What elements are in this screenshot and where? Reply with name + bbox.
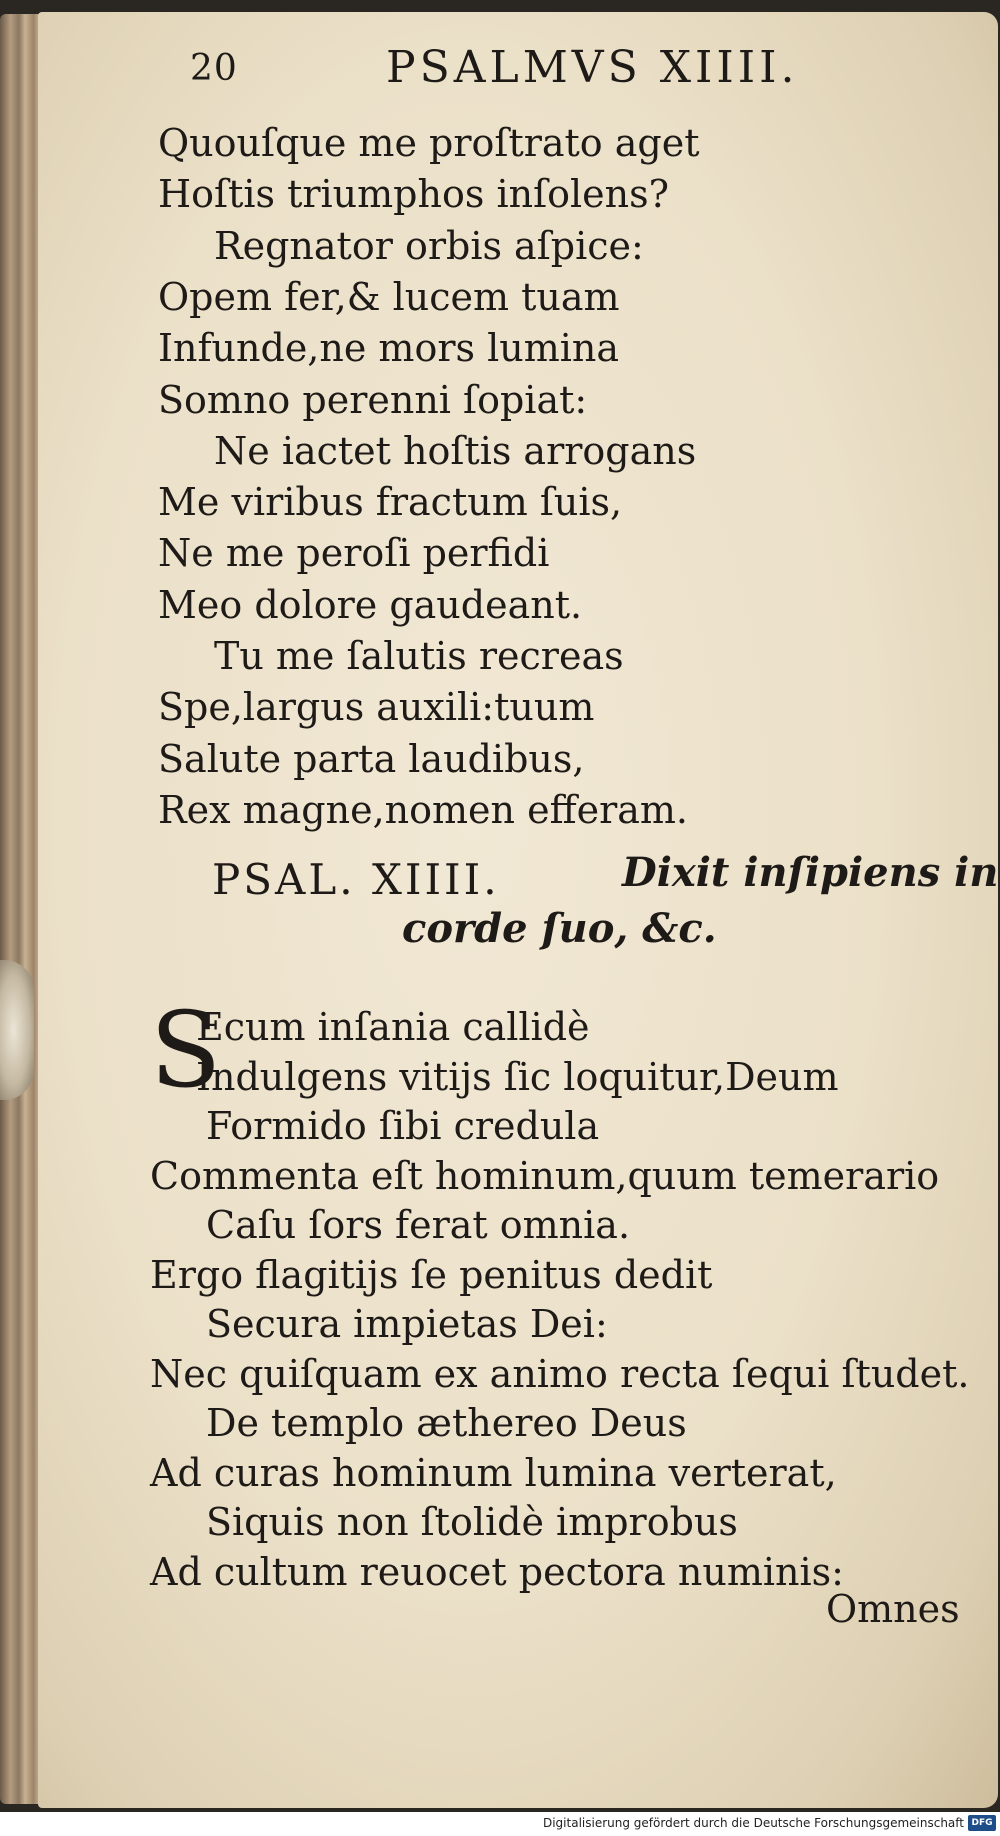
verse-line: De templo æthereo Deus xyxy=(206,1401,687,1445)
psalm-14-label: PSAL. XIIII. xyxy=(212,855,500,904)
verse-line: Ad curas hominum lumina verterat, xyxy=(150,1450,837,1495)
dfg-logo: DFG xyxy=(968,1815,996,1831)
footer-credit: Digitalisierung gefördert durch die Deutsche Forschungsgemeinschaft xyxy=(542,1816,964,1830)
verse-line: Me viribus fractum ſuis, xyxy=(158,480,623,525)
verse-line: Nec quiſquam ex animo recta ſequi ſtudet. xyxy=(150,1351,970,1396)
verse-line: Rex magne,nomen efferam. xyxy=(158,787,688,832)
verse-line: Hoſtis triumphos inſolens? xyxy=(158,172,669,217)
verse-line: Somno perenni ſopiat: xyxy=(158,377,588,422)
verse-line: Ecum inſania callidè xyxy=(196,1005,590,1049)
verse-line: Quouſque me proſtrato aget xyxy=(158,121,700,165)
verse-line: Ne iactet hoſtis arrogans xyxy=(214,428,697,473)
verse-line: Meo dolore gaudeant. xyxy=(158,582,583,627)
verse-line: Regnator orbis aſpice: xyxy=(214,223,644,268)
psalm-14-incipit-continuation: corde ſuo, &c. xyxy=(402,905,717,952)
psalm-14-heading xyxy=(212,849,999,975)
verse-line: Ergo flagitijs ſe penitus dedit xyxy=(150,1252,713,1297)
verse-line: Siquis non ſtolidè improbus xyxy=(206,1500,738,1544)
verse-line: Tu me ſalutis recreas xyxy=(214,634,624,678)
book-page-edges xyxy=(0,14,42,1804)
verse-line: Caſu ſors ferat omnia. xyxy=(206,1203,631,1247)
verse-line: Formido ſibi credula xyxy=(206,1104,600,1148)
verse-line: Opem fer,& lucem tuam xyxy=(158,274,620,319)
verse-line: Salute parta laudibus, xyxy=(158,736,585,781)
verse-line: Secura impietas Dei: xyxy=(206,1302,608,1346)
verse-line: Infunde,ne mors lumina xyxy=(158,326,620,371)
digitization-footer xyxy=(0,1812,1000,1836)
verse-line: Commenta eſt hominum,quum temerario xyxy=(150,1153,940,1198)
running-head xyxy=(148,42,928,102)
book-clasp xyxy=(0,960,34,1100)
verse-line: Ne me peroſi perfidi xyxy=(158,531,550,576)
psalm-14-incipit: Dixit inſipiens in xyxy=(622,849,999,896)
verse-line: Spe,largus auxili:tuum xyxy=(158,685,595,730)
verse-line: Ad cultum reuocet pectora numinis: xyxy=(150,1549,844,1594)
drop-cap: S xyxy=(150,989,222,1111)
verse-line: Indulgens vitijs ſic loquitur,Deum xyxy=(196,1054,839,1099)
page-number: 20 xyxy=(190,48,238,89)
running-title: PSALMVS XIIII. xyxy=(386,42,799,93)
catchword: Omnes xyxy=(826,1587,960,1631)
